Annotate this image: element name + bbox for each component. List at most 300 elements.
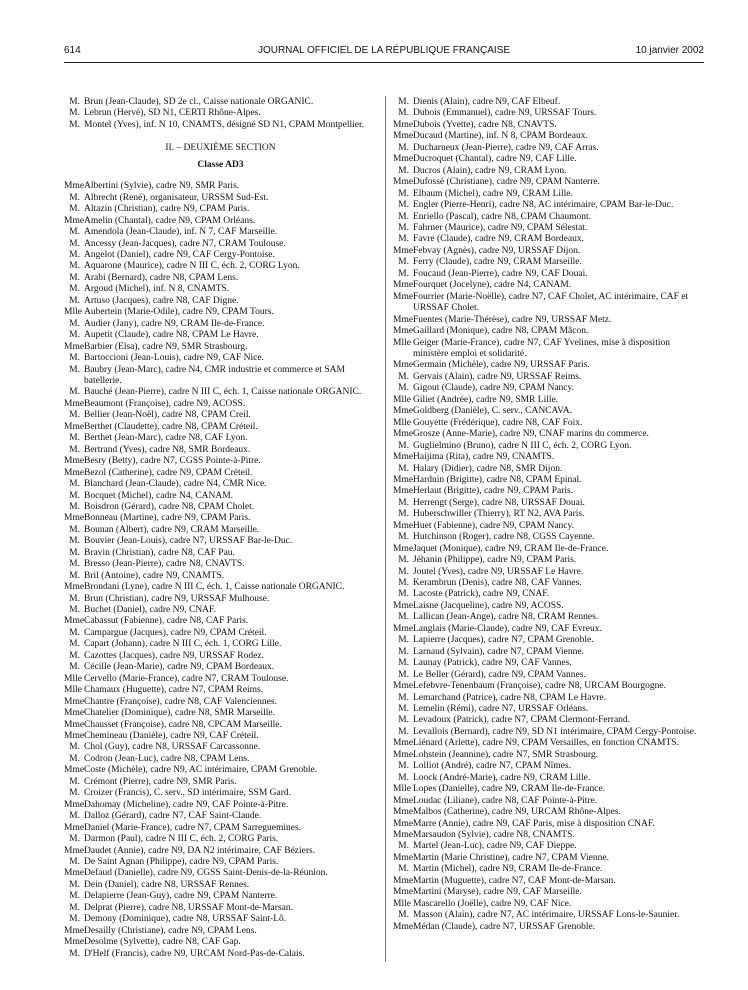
civility-title: M. [398,463,409,474]
civility-title: Mme [64,616,85,627]
appointee-text: Elbaum (Michel), cadre N9, CRAM Lille. [413,188,573,199]
appointee-text: Haijima (Rita), cadre N9, CNAMTS. [413,452,555,463]
appointee-text: Daniel (Marie-France), cadre N7, CPAM Sarreguemines. [84,822,302,833]
appointee-text: Bravin (Christian), cadre N8, CAF Pau. [84,547,235,558]
list-item [64,365,377,388]
appointee-text: Berthet (Claudette), cadre N8, CPAM Créteil. [84,421,258,432]
appointee-text: Blanchard (Jean-Claude), cadre N4, CMR Nice. [84,479,267,490]
appointee-text: Jéhanin (Philippe), cadre N9, CPAM Paris. [413,555,577,566]
appointee-text: Lohstein (Jeannine), cadre N7, SMR Strasbourg. [413,749,599,760]
appointee-text: Chausset (Françoise), cadre N8, CPCAM Marseille. [84,719,282,730]
civility-title: Mlle [393,417,411,428]
civility-title: Mme [393,807,414,818]
appointee-text: Febvay (Agnès), cadre N9, URSSAF Dijon. [413,245,581,256]
civility-title: Mme [64,765,85,776]
civility-title: M. [69,524,80,535]
list-item [393,120,704,131]
civility-title: Mme [393,154,414,165]
list-item [64,720,377,731]
civility-title: M. [69,261,80,272]
list-item [64,639,377,650]
list-item [64,742,377,753]
appointee-text: Dein (Daniel), cadre N8, URSSAF Rennes. [84,879,250,890]
list-item [393,280,704,291]
civility-title: M. [398,589,409,600]
civility-title: Mme [393,119,414,130]
appointee-text: Capart (Johann), cadre N III C, éch. 1, CORG Lille. [84,639,282,650]
list-item [393,761,704,772]
appointee-text: Lemarchand (Patrice), cadre N8, CPAM Le Havre. [413,692,607,703]
appointee-text: Lefebvre-Tenenbaum (Françoise), cadre N8, URCAM Bourgogne. [413,681,666,692]
appointee-text: Defaud (Danielle), cadre N9, CGSS Saint-Denis-de-la-Réunion. [84,868,328,879]
list-item [393,830,704,841]
list-item [393,750,704,761]
civility-title: Mme [393,600,414,611]
civility-title: M. [69,627,80,638]
appointee-text: Angelot (Daniel), cadre N9, CAF Cergy-Pontoise. [84,249,275,260]
list-item [64,399,377,410]
list-item [64,662,377,673]
civility-title: Mme [393,887,414,898]
list-item [393,498,704,509]
civility-title: Mme [64,582,85,593]
appointee-text: D'Helf (Francis), cadre N9, URCAM Nord-Pas-de-Calais. [84,948,305,959]
civility-title: M. [398,658,409,669]
list-item [64,777,377,788]
civility-title: M. [69,249,80,260]
civility-title: M. [398,578,409,589]
list-item [393,429,704,440]
list-item [64,800,377,811]
list-item [393,154,704,165]
list-item [393,567,704,578]
list-item [64,548,377,559]
civility-title: Mme [64,937,85,948]
appointee-text: Campargue (Jacques), cadre N9, CPAM Créteil. [84,627,267,638]
civility-title: Mme [393,474,414,485]
appointee-text: Berthet (Jean-Marc), cadre N8, CAF Lyon. [84,433,248,444]
civility-title: M. [69,410,80,421]
page-number: 614 [64,45,81,56]
appointee-text: Herrengt (Serge), cadre N8, URSSAF Douai. [413,497,585,508]
list-item [64,868,377,879]
list-item [64,846,377,857]
appointee-text: Fourrier (Marie-Noëlle), cadre N7, CAF Cholet, AC intérimaire, CAF et URSSAF Cholet. [413,291,689,314]
civility-title: Mme [64,215,85,226]
list-item [393,693,704,704]
appointee-text: Levadoux (Patrick), cadre N7, CPAM Clermont-Ferrand. [413,715,631,726]
appointee-text: Chol (Guy), cadre N8, URSSAF Carcassonne. [84,742,261,753]
civility-title: Mlle [393,898,411,909]
appointee-text: Boisdron (Gérard), cadre N8, CPAM Cholet. [84,501,255,512]
appointee-text: Arabi (Bernard), cadre N8, CPAM Lens. [84,272,239,283]
list-item [64,823,377,834]
list-item [64,582,377,593]
civility-title: Mme [393,749,414,760]
civility-title: M. [69,662,80,673]
civility-title: Mme [64,398,85,409]
list-item [393,784,704,795]
list-item [393,704,704,715]
civility-title: M. [398,142,409,153]
appointee-text: Cervello (Marie-France), cadre N7, CRAM Toulouse. [84,673,289,684]
list-item [64,857,377,868]
appointee-text: Ferry (Claude), cadre N9, CRAM Marseille. [413,257,582,268]
civility-title: Mme [393,280,414,291]
appointee-text: Dalloz (Gérard), cadre N7, CAF Saint-Claude. [84,811,262,822]
appointee-text: Harduin (Brigitte), cadre N8, CPAM Epinal. [413,474,582,485]
list-item [393,108,704,119]
journal-title: JOURNAL OFFICIEL DE LA RÉPUBLIQUE FRANÇAISE [257,45,511,56]
appointee-text: Delapierre (Jean-Guy), cadre N9, CPAM Nanterre. [84,891,278,902]
appointee-text: Ducroquet (Chantal), cadre N9, CAF Lille. [413,154,577,165]
civility-title: M. [398,165,409,176]
civility-title: M. [398,188,409,199]
civility-title: M. [398,704,409,715]
list-item [64,181,377,192]
list-item [64,616,377,627]
list-item [393,715,704,726]
list-item [64,273,377,284]
list-item [393,819,704,830]
appointee-text: Bezol (Catherine), cadre N9, CPAM Créteil. [84,467,253,478]
appointee-text: Giliet (Andrée), cadre N9, SMR Lille. [413,394,559,405]
list-item [64,926,377,937]
civility-title: Mme [393,795,414,806]
civility-title: M. [398,532,409,543]
list-item [64,193,377,204]
appointee-text: Gaillard (Monique), cadre N8, CPAM Mâcon. [413,326,589,337]
appointee-text: Gigout (Claude), cadre N9, CPAM Nancy. [413,383,575,394]
list-item [64,330,377,341]
civility-title: M. [69,318,80,329]
civility-title: M. [398,715,409,726]
civility-title: M. [398,497,409,508]
list-item [393,406,704,417]
list-item [393,532,704,543]
civility-title: M. [398,555,409,566]
list-item [64,731,377,742]
list-item [393,338,704,361]
appointee-text: Dubois (Yvette), cadre N8, CNAVTS. [413,119,557,130]
civility-title: M. [69,227,80,238]
list-item [393,97,704,108]
appointee-text: Halary (Didier), cadre N8, SMR Dijon. [413,463,563,474]
appointee-text: Cécille (Jean-Marie), cadre N9, CPAM Bordeaux. [84,662,275,673]
civility-title: M. [69,605,80,616]
civility-title: Mme [64,731,85,742]
appointee-text: Fuentes (Marie-Thérèse), cadre N9, URSSAF Metz. [413,314,612,325]
appointee-text: Martel (Jean-Luc), cadre N9, CAF Dieppe. [413,841,577,852]
appointee-text: Lapierre (Jacques), cadre N7, CPAM Grenoble. [413,635,594,646]
list-item [64,422,377,433]
appointee-text: Martin (Michel), cadre N9, CRAM Ile-de-France. [413,864,603,875]
appointee-text: Altazin (Christian), cadre N9, CPAM Paris. [84,204,250,215]
list-item [393,738,704,749]
appointee-text: Darmon (Paul), cadre N III C, éch. 2, CORG Paris. [84,834,279,845]
appointee-text: Masson (Alain), cadre N7, AC intérimaire, URSSAF Lons-le-Saunier. [413,910,680,921]
civility-title: M. [398,234,409,245]
civility-title: Mme [64,456,85,467]
civility-title: M. [69,788,80,799]
appointee-text: Aubertein (Marie-Odile), cadre N9, CPAM Tours. [84,307,274,318]
list-item [64,296,377,307]
civility-title: Mme [64,341,85,352]
civility-title: M. [69,330,80,341]
appointee-text: Bril (Antoine), cadre N9, CNAMTS. [84,570,225,581]
civility-title: M. [398,383,409,394]
civility-title: Mme [393,291,414,302]
list-item [393,269,704,280]
list-item [64,307,377,318]
appointee-text: Huberschwiller (Thierry), RT N2, AVA Paris. [413,509,585,520]
civility-title: Mme [393,921,414,932]
appointee-text: Kerambrun (Denis), cadre N8, CAF Vannes. [413,578,582,589]
appointee-text: Martin (Marie Christine), cadre N7, CPAM Vienne. [413,852,609,863]
civility-title: M. [69,119,80,130]
appointee-text: Foucaud (Jean-Pierre), cadre N9, CAF Douai. [413,268,588,279]
appointee-text: Dienis (Alain), cadre N9, CAF Elbeuf. [413,97,561,107]
list-item [64,387,377,398]
appointee-text: Aupetit (Claude), cadre N8, CPAM Le Havre. [84,330,259,341]
civility-title: Mme [393,852,414,863]
appointee-text: Bertrand (Yves), cadre N8, SMR Bordeaux. [84,444,251,455]
list-item [393,544,704,555]
list-item [64,108,377,119]
list-item [393,601,704,612]
list-item [64,697,377,708]
civility-title: M. [398,910,409,921]
list-item [393,796,704,807]
appointee-text: Beaumont (Françoise), cadre N9, ACOSS. [84,398,246,409]
list-item [393,853,704,864]
civility-title: Mme [64,181,85,192]
civility-title: Mme [393,452,414,463]
civility-title: M. [398,268,409,279]
appointee-text: Audier (Jany), cadre N9, CRAM Ile-de-France. [84,318,265,329]
list-item [64,319,377,330]
appointee-text: Ducharneux (Jean-Pierre), cadre N9, CAF Arras. [413,142,599,153]
list-item [64,468,377,479]
appointee-text: Chatelier (Dominique), cadre N8, SMR Marseille. [84,708,276,719]
appointee-text: Bauché (Jean-Pierre), cadre N III C, éch. 1, Caisse nationale ORGANIC. [84,387,362,398]
appointee-text: Grosze (Anne-Marie), cadre N9, CNAF marins du commerce. [413,429,649,440]
civility-title: M. [69,559,80,570]
civility-title: Mme [393,406,414,417]
civility-title: M. [69,570,80,581]
civility-title: M. [69,547,80,558]
appointee-text: Guglielmino (Bruno), cadre N III C, éch. 2, CORG Lyon. [413,440,632,451]
list-item [393,143,704,154]
civility-title: M. [398,612,409,623]
list-item [393,257,704,268]
civility-title: M. [69,353,80,364]
list-item [64,227,377,238]
civility-title: Mme [393,429,414,440]
list-item [64,204,377,215]
list-item [64,559,377,570]
civility-title: Mme [64,421,85,432]
civility-title: M. [69,811,80,822]
appointee-text: Fourquet (Jocelyne), cadre N4, CANAM. [413,280,572,291]
list-item [64,811,377,822]
list-item [393,131,704,142]
civility-title: M. [69,501,80,512]
list-item [393,589,704,600]
list-item [393,166,704,177]
civility-title: M. [398,864,409,875]
appointee-text: Bresso (Jean-Pierre), cadre N8, CNAVTS. [84,559,245,570]
appointee-text: Germain (Michèle), cadre N9, URSSAF Paris. [413,360,590,371]
appointee-text: Bellier (Jean-Noël), cadre N8, CPAM Creil. [84,410,251,421]
appointee-text: Bocquet (Michel), cadre N4, CANAM. [84,490,234,501]
civility-title: M. [69,753,80,764]
civility-title: M. [398,566,409,577]
list-item [393,246,704,257]
appointee-text: Codron (Jean-Luc), cadre N8, CPAM Lens. [84,753,250,764]
list-item [393,372,704,383]
appointee-text: Chemineau (Danièle), cadre N9, CAF Créteil. [84,731,259,742]
appointee-text: Geiger (Marie-France), cadre N7, CAF Yvelines, mise à disposition ministère emploi et solidarité. [413,337,670,359]
appointee-text: Cazottes (Jacques), cadre N9, URSSAF Rodez. [84,650,264,661]
appointee-text: Lallican (Jean-Ange), cadre N8, CRAM Rennes. [413,612,599,623]
right-column [393,97,704,933]
preamble-list [64,97,377,131]
appointee-text: Chamaux (Huguette), cadre N7, CPAM Reims. [84,685,264,696]
appointee-text: Liénard (Arlette), cadre N9, CPAM Versailles, en fonction CNAMTS. [413,738,679,749]
civility-title: Mlle [64,673,82,684]
issue-date: 10 janvier 2002 [635,45,704,56]
civility-title: M. [69,108,80,119]
civility-title: M. [69,834,80,845]
list-item [393,910,704,921]
civility-title: M. [398,772,409,783]
appointee-text: Martini (Maryse), cadre N9, CAF Marseille. [413,887,582,898]
civility-title: Mme [393,623,414,634]
civility-title: Mme [64,467,85,478]
appointee-text: Brun (Christian), cadre N9, URSSAF Mulhouse. [84,593,270,604]
civility-title: M. [69,97,80,107]
list-item [393,887,704,898]
civility-title: Mme [393,314,414,325]
list-item [393,464,704,475]
civility-title: M. [398,841,409,852]
list-item [64,685,377,696]
appointee-text: Lolliot (André), cadre N7, CPAM Nîmes. [413,761,571,772]
list-item [393,315,704,326]
appointee-text: Hutchinson (Roger), cadre N8, CGSS Cayenne. [413,532,595,543]
appointee-text: Dufossé (Christiane), cadre N9, CPAM Nanterre. [413,177,600,188]
list-item [64,788,377,799]
civility-title: M. [398,669,409,680]
appointee-text: Bouvier (Jean-Louis), cadre N7, URSSAF Bar-le-Duc. [84,536,293,547]
list-item [64,536,377,547]
civility-title: M. [398,257,409,268]
appointee-text: Loudac (Liliane), cadre N8, CAF Pointe-à-Pitre. [413,795,598,806]
appointee-text: Lacoste (Patrick), cadre N9, CNAF. [413,589,550,600]
civility-title: Mme [393,818,414,829]
list-item [64,891,377,902]
appointee-text: Artuso (Jacques), cadre N8, CAF Digne. [84,295,239,306]
civility-title: Mlle [393,394,411,405]
list-item [64,651,377,662]
list-item [393,441,704,452]
list-item [64,765,377,776]
civility-title: M. [69,479,80,490]
appointee-text: De Saint Agnan (Philippe), cadre N9, CPAM Paris. [84,857,279,867]
appointee-text: Ducros (Alain), cadre N9, CRAM Lyon. [413,165,567,176]
appointee-text: Fahrner (Maurice), cadre N9, CPAM Sélestat. [413,222,588,233]
column-divider [385,96,386,962]
appointee-text: Laisne (Jacqueline), cadre N9, ACOSS. [413,600,564,611]
appointee-text: Enriello (Pascal), cadre N8, CPAM Chaumont. [413,211,592,222]
civility-title: Mme [64,799,85,810]
civility-title: Mme [64,719,85,730]
civility-title: Mme [393,245,414,256]
appointee-text: Gervais (Alain), cadre N9, URSSAF Reims. [413,371,582,382]
civility-title: Mme [64,845,85,856]
civility-title: M. [69,650,80,661]
list-item [64,571,377,582]
list-item [64,880,377,891]
appointee-text: Daudet (Annie), cadre N9, DA N2 intérimaire, CAF Béziers. [84,845,316,856]
appointee-text: Levallois (Bernard), cadre N9, SD N1 intérimaire, CPAM Cergy-Pontoise. [413,726,697,737]
civility-title: Mme [64,708,85,719]
list-item [64,605,377,616]
civility-title: Mme [393,830,414,840]
civility-title: M. [69,914,80,925]
list-item [393,624,704,635]
appointee-text: Coste (Michèle), cadre N9, AC intérimaire, CPAM Grenoble. [84,765,318,776]
appointee-text: Albertini (Sylvie), cadre N9, SMR Paris. [84,181,240,192]
appointee-text: Chantre (Françoise), cadre N8, CAF Valenciennes. [84,696,277,707]
list-item [393,647,704,658]
appointee-text: Marre (Annie), cadre N9, CAF Paris, mise à disposition CNAF. [413,818,655,829]
civility-title: M. [69,490,80,501]
list-item [393,223,704,234]
civility-title: Mme [64,868,85,879]
list-item [393,612,704,623]
appointee-text: Brun (Jean-Claude), SD 2e cl., Caisse nationale ORGANIC. [84,97,314,107]
list-item [64,445,377,456]
appointee-text: Amendola (Jean-Claude), inf. N 7, CAF Marseille. [84,227,278,238]
civility-title: Mme [393,360,414,371]
civility-title: Mme [393,486,414,497]
civility-title: Mme [64,925,85,936]
list-item [393,189,704,200]
list-item [393,486,704,497]
civility-title: M. [398,222,409,233]
list-item [393,360,704,371]
civility-title: M. [69,284,80,295]
list-item [393,876,704,887]
appointee-text: Delprat (Pierre), cadre N8, URSSAF Mont-de-Marsan. [84,902,293,913]
appointee-text: Malbos (Catherine), cadre N9, URCAM Rhône-Alpes. [413,807,621,818]
appointee-text: Lopes (Danielle), cadre N9, CRAM Ile-de-France. [413,784,606,795]
appointee-text: Martin (Muguette), cadre N7, CAF Mont-de-Marsan. [413,875,616,886]
appointee-text: Argoud (Michel), inf. N 8, CNAMTS. [84,284,230,295]
appointee-text: Demouy (Dominique), cadre N8, URSSAF Saint-Lô. [84,914,287,925]
civility-title: Mme [393,177,414,188]
list-item [64,120,377,131]
civility-title: M. [69,639,80,650]
appointee-list-left [64,181,377,960]
list-item [393,418,704,429]
appointee-text: Bounan (Albert), cadre N9, CRAM Marseille. [84,524,260,535]
civility-title: M. [398,692,409,703]
civility-title: Mme [64,822,85,833]
list-item [393,922,704,933]
